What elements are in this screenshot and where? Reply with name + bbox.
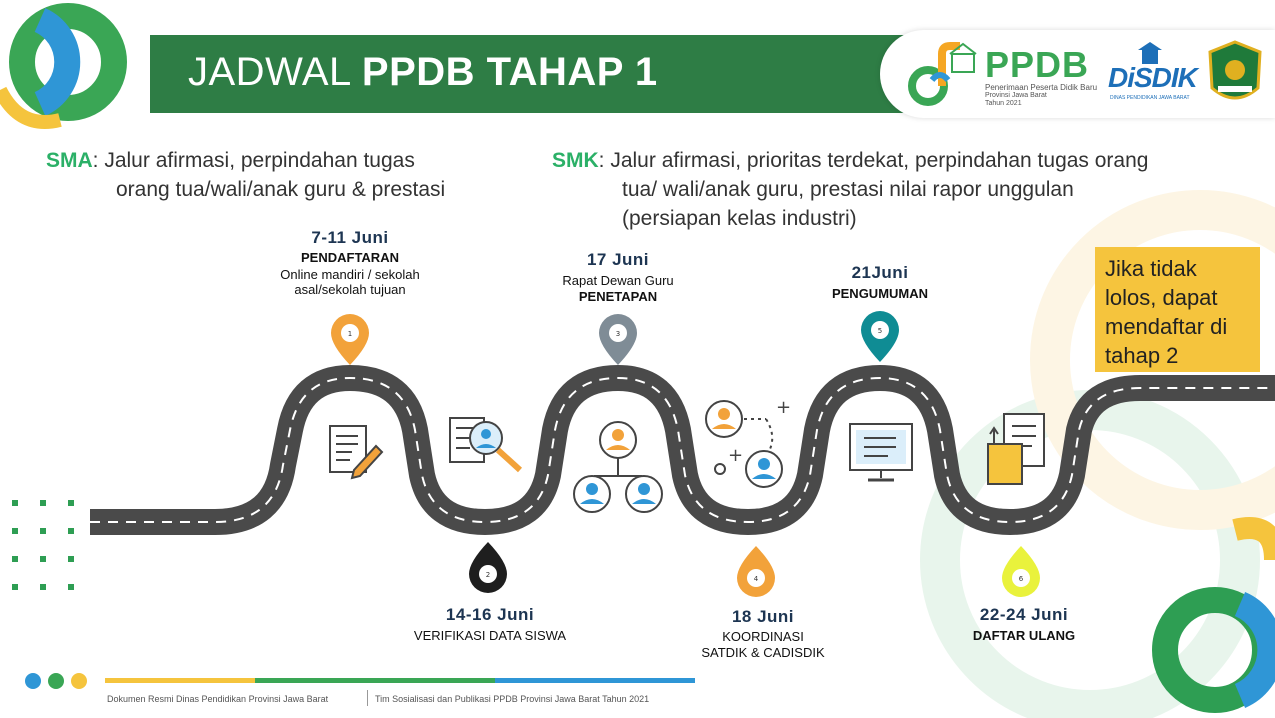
step-4-pin-icon [733, 544, 779, 600]
ppdb-logo-subtitle: Penerimaan Peserta Didik Baru [985, 83, 1098, 92]
svg-text:+: + [776, 397, 792, 418]
event-5-title: PENGUMUMAN [831, 286, 929, 301]
monitor-checklist-icon [846, 420, 916, 486]
team-structure-icon [568, 418, 668, 518]
event-4-date: 18 Juni [731, 607, 795, 626]
svg-text:1: 1 [347, 330, 353, 338]
event-3-title: PENETAPAN [578, 289, 658, 304]
step-2-pin-icon [465, 540, 511, 596]
disdik-logo-subtitle: DINAS PENDIDIKAN JAWA BARAT [1110, 95, 1190, 101]
document-transfer-icon [984, 410, 1054, 490]
ppdb-logo-text: PPDB [985, 44, 1090, 85]
note-text: Jika tidak lolos, dapat mendaftar di tahap 2 [1105, 256, 1228, 368]
page-title: JADWAL PPDB TAHAP 1 [188, 50, 658, 94]
event-1-title: PENDAFTARAN [301, 250, 399, 265]
verify-search-icon [446, 414, 530, 478]
ppdb-logo-subtitle-3: Tahun 2021 [985, 100, 1022, 107]
ppdb-logo-subtitle-2: Provinsi Jawa Barat [985, 92, 1047, 99]
footer-color-line [105, 678, 695, 683]
event-4-detail: KOORDINASI [722, 629, 804, 644]
event-4-detail-2: SATDIK & CADISDIK [701, 645, 825, 660]
coordination-icon [700, 395, 800, 495]
sma-description: SMA: Jalur afirmasi, perpindahan tugas orang tua/wali/anak guru & prestasi [46, 149, 446, 201]
document-pen-icon [324, 420, 388, 484]
event-3-label [518, 250, 718, 304]
svg-text:5: 5 [877, 327, 883, 335]
event-1-detail-2: asal/sekolah tujuan [294, 282, 406, 297]
event-4-label [663, 607, 863, 660]
event-2-label [390, 605, 590, 643]
event-2-date: 14-16 Juni [445, 605, 535, 624]
event-6-label [924, 605, 1124, 643]
footer-left-text: Dokumen Resmi Dinas Pendidikan Provinsi Jawa Barat [107, 694, 329, 704]
event-2-detail: VERIFIKASI DATA SISWA [413, 628, 567, 643]
step-3-pin-icon [595, 311, 641, 367]
svg-text:3: 3 [615, 330, 621, 338]
event-1-date: 7-11 Juni [311, 228, 389, 247]
event-6-date: 22-24 Juni [979, 605, 1069, 624]
event-5-label [780, 263, 980, 301]
event-3-detail: Rapat Dewan Guru [562, 273, 674, 288]
event-1-detail: Online mandiri / sekolah [280, 267, 420, 282]
footer-divider [367, 690, 368, 706]
disdik-logo-text: DiSDIK [1108, 62, 1197, 93]
svg-text:6: 6 [1018, 575, 1024, 583]
svg-text:4: 4 [753, 575, 759, 583]
note-box [1095, 247, 1260, 372]
step-1-pin-icon [327, 311, 373, 367]
svg-text:2: 2 [485, 571, 491, 579]
event-6-title: DAFTAR ULANG [972, 628, 1076, 643]
smk-description: SMK: Jalur afirmasi, prioritas terdekat, perpindahan tugas orang tua/ wali/anak guru, prestasi nilai rapor unggulan (persiapan kelas industri) [552, 149, 1149, 230]
event-5-date: 21Juni [851, 263, 909, 282]
event-1-label [250, 228, 450, 297]
event-3-date: 17 Juni [586, 250, 650, 269]
step-5-pin-icon [857, 308, 903, 364]
footer-right-text: Tim Sosialisasi dan Publikasi PPDB Provinsi Jawa Barat Tahun 2021 [375, 694, 650, 704]
svg-text:+: + [728, 445, 744, 466]
step-6-pin-icon [998, 544, 1044, 600]
